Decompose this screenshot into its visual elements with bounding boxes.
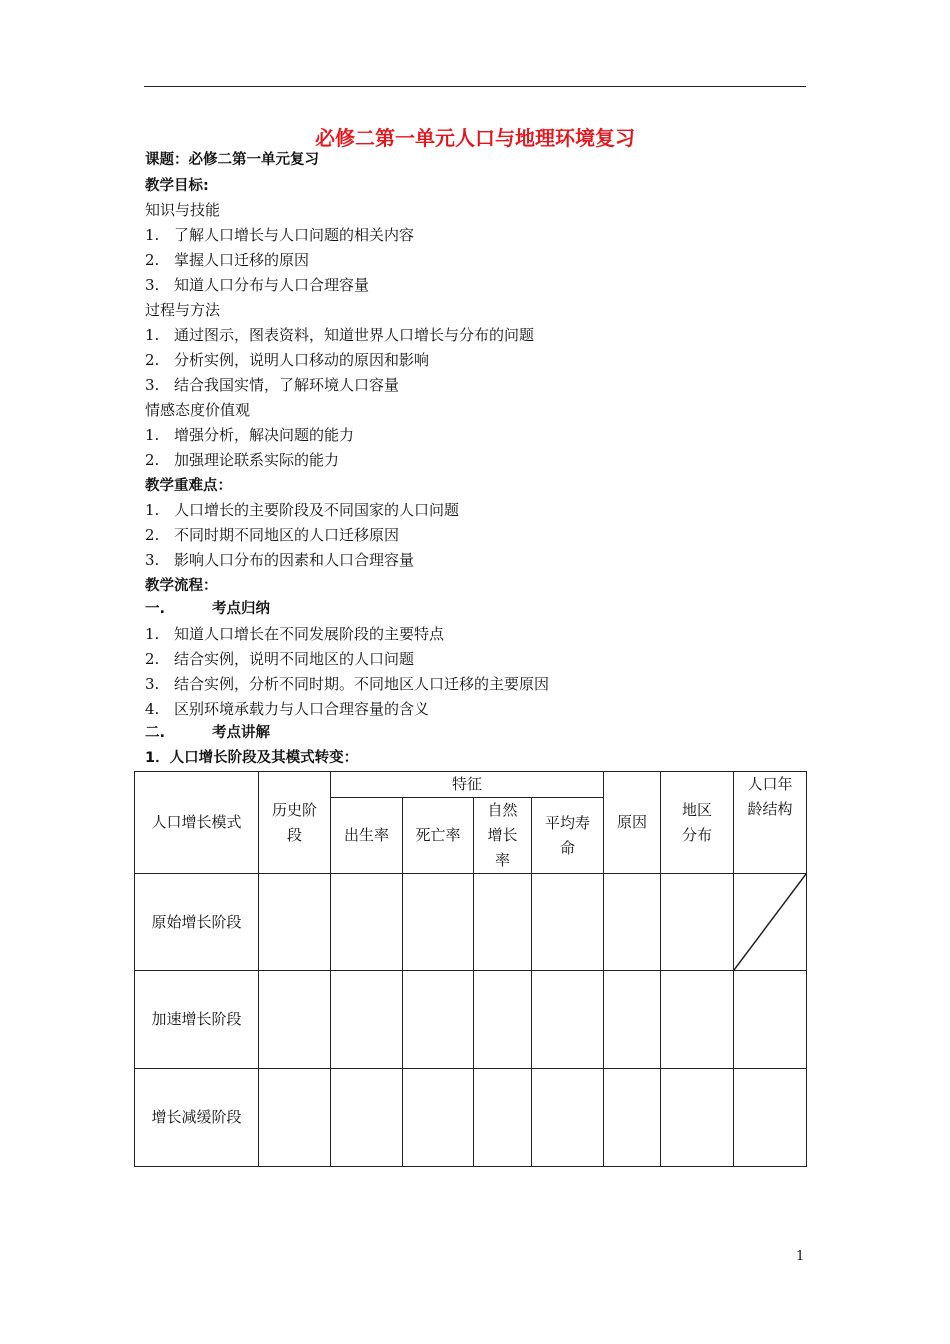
header-rule bbox=[144, 86, 806, 87]
header-death: 死亡率 bbox=[403, 798, 474, 874]
page-title: 必修二第一单元人口与地理环境复习 bbox=[315, 126, 635, 150]
row-label: 增长减缓阶段 bbox=[135, 1069, 259, 1167]
header-birth: 出生率 bbox=[331, 798, 403, 874]
subheading: 1．人口增长阶段及其模式转变： bbox=[145, 750, 359, 766]
list-item: 3. 知道人口分布与人口合理容量 bbox=[145, 276, 370, 294]
list-item: 2. 掌握人口迁移的原因 bbox=[145, 251, 310, 269]
process-heading: 教学流程： bbox=[145, 578, 218, 594]
list-item: 4. 区别环境承载力与人口合理容量的含义 bbox=[145, 700, 430, 718]
table-row bbox=[135, 971, 807, 1069]
lesson-line bbox=[145, 148, 319, 173]
list-item: 1. 了解人口增长与人口问题的相关内容 bbox=[145, 226, 415, 244]
group-heading: 知识与技能 bbox=[145, 201, 221, 219]
list-item: 1. 增强分析，解决问题的能力 bbox=[145, 426, 355, 444]
list-item: 1. 人口增长的主要阶段及不同国家的人口问题 bbox=[145, 501, 460, 519]
page-number: 1 bbox=[796, 1249, 805, 1264]
header-life: 平均寿命 bbox=[532, 798, 604, 874]
list-item: 3. 结合实例，分析不同时期。不同地区人口迁移的主要原因 bbox=[145, 675, 550, 693]
population-growth-table bbox=[134, 771, 807, 1167]
table-row bbox=[135, 874, 807, 971]
lesson-label: 课题： bbox=[145, 152, 189, 168]
list-item: 1. 通过图示，图表资料，知道世界人口增长与分布的问题 bbox=[145, 326, 535, 344]
header-features: 特征 bbox=[331, 772, 604, 798]
list-item: 1. 知道人口增长在不同发展阶段的主要特点 bbox=[145, 625, 445, 643]
table-row bbox=[135, 1069, 807, 1167]
group-heading: 过程与方法 bbox=[145, 301, 221, 319]
objectives-heading: 教学目标: bbox=[145, 178, 209, 194]
header-reason: 原因 bbox=[604, 772, 661, 874]
lesson-value: 必修二第一单元复习 bbox=[188, 152, 319, 168]
section-heading: 二. 考点讲解 bbox=[145, 725, 270, 741]
diagonal-line bbox=[734, 874, 806, 970]
header-age: 人口年龄结构 bbox=[734, 772, 807, 874]
list-item: 2. 不同时期不同地区的人口迁移原因 bbox=[145, 526, 400, 544]
header-region: 地区分布 bbox=[661, 772, 734, 874]
key-points-heading: 教学重难点： bbox=[145, 478, 232, 494]
list-item: 2. 加强理论联系实际的能力 bbox=[145, 451, 340, 469]
row-label: 加速增长阶段 bbox=[135, 971, 259, 1069]
diagonal-cell bbox=[734, 874, 807, 971]
row-label: 原始增长阶段 bbox=[135, 874, 259, 971]
list-item: 2. 结合实例，说明不同地区的人口问题 bbox=[145, 650, 415, 668]
header-natural: 自然增长率 bbox=[474, 798, 532, 874]
list-item: 3. 结合我国实情，了解环境人口容量 bbox=[145, 376, 400, 394]
list-item: 2. 分析实例，说明人口移动的原因和影响 bbox=[145, 351, 430, 369]
header-mode: 人口增长模式 bbox=[135, 772, 259, 874]
list-item: 3. 影响人口分布的因素和人口合理容量 bbox=[145, 551, 415, 569]
section-heading: 一. 考点归纳 bbox=[145, 601, 270, 617]
header-stage: 历史阶段 bbox=[259, 772, 331, 874]
group-heading: 情感态度价值观 bbox=[145, 401, 251, 419]
